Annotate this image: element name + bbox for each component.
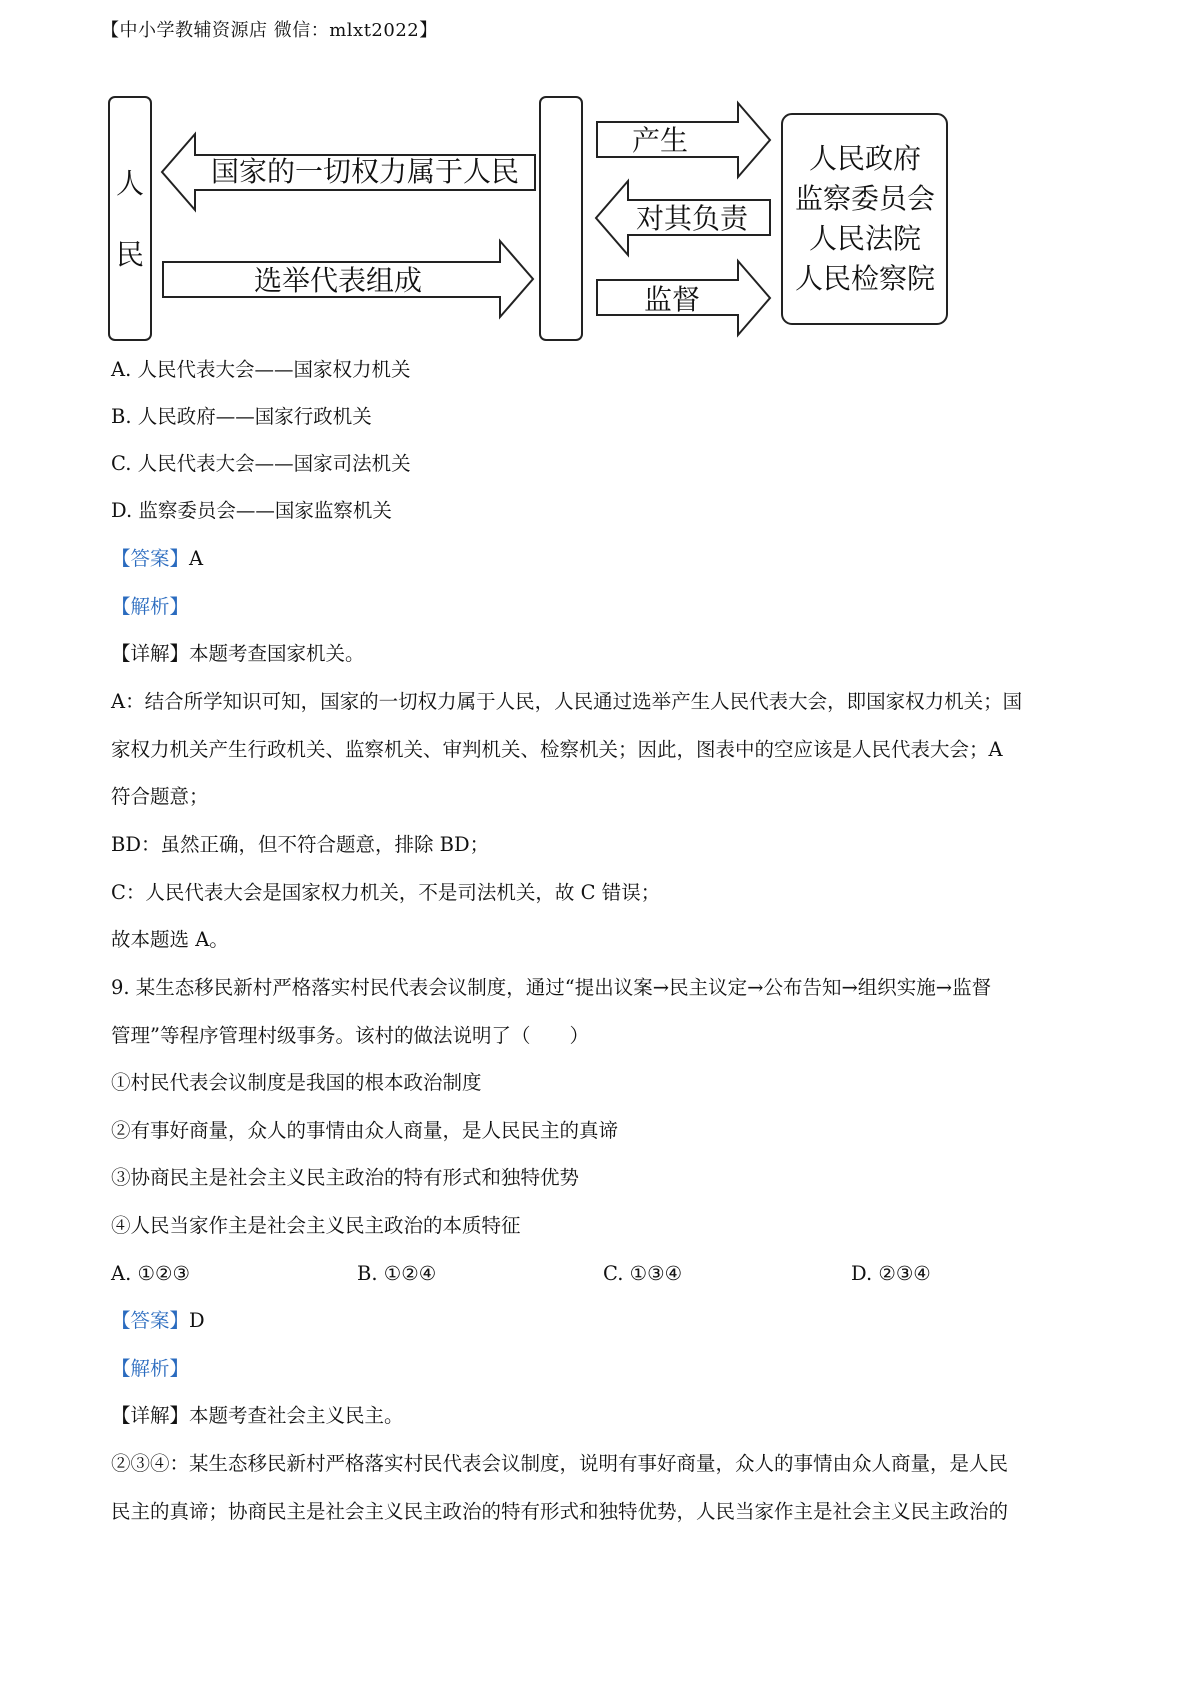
q9-explanation-line: 民主的真谛；协商民主是社会主义民主政治的特有形式和独特优势，人民当家作主是社会主义民主政治的 (111, 1500, 1009, 1523)
q8-analysis-tag: 【解析】 (111, 595, 190, 618)
q8-option-c: C. 人民代表大会——国家司法机关 (111, 452, 411, 475)
people-box (109, 97, 151, 340)
state-organs-diagram (0, 0, 1200, 360)
arrow-responsible-label: 对其负责 (635, 202, 749, 235)
q9-stem-line: 管理”等程序管理村级事务。该村的做法说明了（ ） (111, 1024, 589, 1047)
q8-explanation-line: 家权力机关产生行政机关、监察机关、审判机关、检察机关；因此，图表中的空应该是人民代表大会；A (111, 738, 1003, 761)
q9-choice-b: B. ①②④ (357, 1262, 437, 1285)
blank-answer-box (540, 97, 582, 340)
q9-choice-c: C. ①③④ (603, 1262, 683, 1285)
arrow-produce-label: 产生 (631, 124, 689, 157)
arrow-supervise-label: 监督 (643, 283, 701, 316)
q9-analysis-tag: 【解析】 (111, 1357, 190, 1380)
q8-option-d: D. 监察委员会——国家监察机关 (111, 499, 392, 522)
q9-detail: 【详解】本题考查社会主义民主。 (111, 1404, 404, 1427)
arrow-power-belongs-people-label: 国家的一切权力属于人民 (210, 155, 520, 188)
q9-choice-a: A. ①②③ (111, 1262, 190, 1285)
q8-answer (111, 545, 203, 573)
organ-court: 人民法院 (808, 222, 922, 255)
q9-answer-value: D (189, 1309, 205, 1332)
q8-explanation-line: C：人民代表大会是国家权力机关，不是司法机关，故 C 错误； (111, 881, 661, 904)
header-note: 【中小学教辅资源店 微信：mlxt2022】 (101, 20, 438, 41)
q9-statement-4: ④人民当家作主是社会主义民主政治的本质特征 (111, 1214, 521, 1237)
organ-procuratorate: 人民检察院 (794, 262, 936, 295)
q8-explanation-line: 故本题选 A。 (111, 928, 229, 951)
q8-answer-value: A (189, 547, 204, 570)
q8-option-b: B. 人民政府——国家行政机关 (111, 405, 372, 428)
q8-explanation-line: A：结合所学知识可知，国家的一切权力属于人民，人民通过选举产生人民代表大会，即国家权力机关；国 (111, 690, 1023, 713)
q9-explanation-line: ②③④：某生态移民新村严格落实村民代表会议制度，说明有事好商量，众人的事情由众人商量，是人民 (111, 1452, 1009, 1475)
q9-choice-d: D. ②③④ (851, 1262, 931, 1285)
q9-answer-tag: 【答案】 (111, 1309, 190, 1332)
people-char-1: 人 (115, 167, 145, 200)
q8-answer-tag: 【答案】 (111, 547, 190, 570)
q8-detail: 【详解】本题考查国家机关。 (111, 642, 365, 665)
people-char-2: 民 (115, 238, 145, 271)
organ-supervisory-commission: 监察委员会 (794, 182, 936, 215)
q8-explanation-line: BD：虽然正确，但不符合题意，排除 BD； (111, 833, 490, 856)
q9-choices-row (111, 1260, 1011, 1288)
q8-option-a: A. 人民代表大会——国家权力机关 (111, 358, 411, 381)
q8-explanation-line: 符合题意； (111, 785, 209, 808)
q9-statement-3: ③协商民主是社会主义民主政治的特有形式和独特优势 (111, 1166, 580, 1189)
q9-answer (111, 1307, 205, 1335)
q9-statement-2: ②有事好商量，众人的事情由众人商量，是人民民主的真谛 (111, 1119, 619, 1142)
arrow-elect-representatives-label: 选举代表组成 (253, 264, 423, 297)
organ-government: 人民政府 (808, 142, 922, 175)
q9-statement-1: ①村民代表会议制度是我国的根本政治制度 (111, 1071, 482, 1094)
q9-stem-line: 9. 某生态移民新村严格落实村民代表会议制度，通过“提出议案→民主议定→公布告知→组织实施→监督 (111, 976, 992, 999)
